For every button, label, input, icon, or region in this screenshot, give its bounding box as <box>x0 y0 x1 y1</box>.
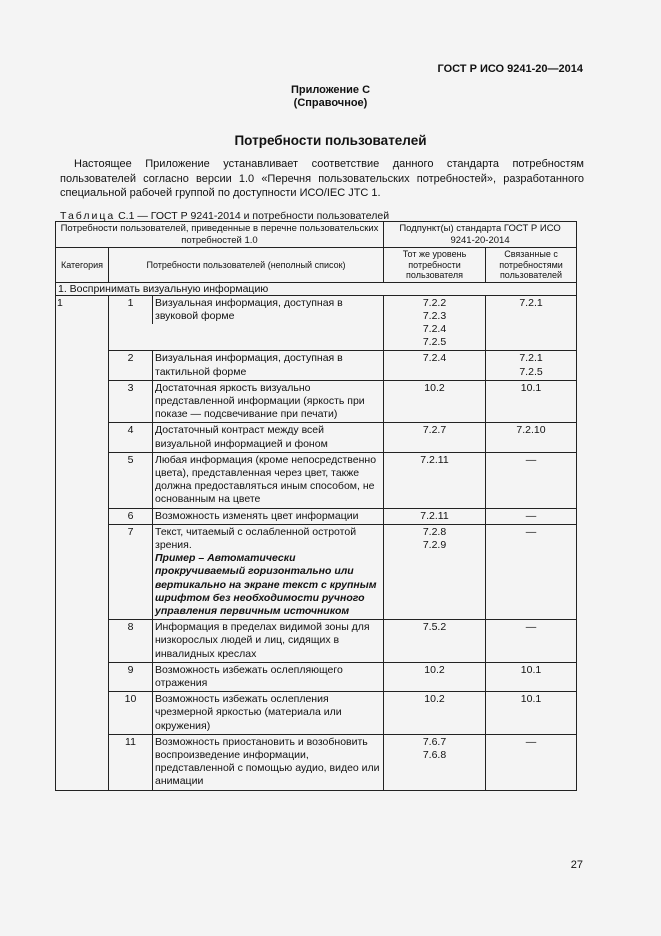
related-cell <box>486 295 577 351</box>
header-category: Категория <box>56 248 109 283</box>
related-cell <box>486 662 577 691</box>
need-cell <box>109 351 384 380</box>
same-level-cell <box>384 351 486 380</box>
same-level-cell <box>384 662 486 691</box>
table-row <box>56 620 577 663</box>
need-text: Текст, читаемый с ослабленной остротой зрения. <box>155 525 357 551</box>
need-number: 11 <box>109 735 153 790</box>
related-ref: — <box>525 621 537 634</box>
category-cell: 1 <box>56 295 109 790</box>
header-related: Связанные с потребностями пользователей <box>486 248 577 283</box>
related-cell <box>486 524 577 619</box>
need-cell <box>109 295 384 351</box>
same-level-cell <box>384 620 486 663</box>
table-header-row-1 <box>56 222 577 248</box>
table-header-row-2 <box>56 248 577 283</box>
related-ref: — <box>525 735 537 748</box>
clause-ref: 7.2.11 <box>420 509 449 522</box>
related-ref: 10.1 <box>520 693 542 706</box>
need-cell <box>109 734 384 790</box>
same-level-cell <box>384 380 486 423</box>
table-caption-prefix: Таблица <box>60 210 116 222</box>
table-row <box>56 524 577 619</box>
related-ref: 7.2.10 <box>516 424 546 437</box>
clause-ref: 10.2 <box>424 663 445 676</box>
need-text: Возможность приостановить и возобновить воспроизведение информации, представленной с помощью аудио, видео или анимации <box>155 735 380 788</box>
table-row <box>56 380 577 423</box>
related-ref: 7.2.1 <box>519 296 543 309</box>
clause-ref: 7.2.5 <box>422 336 447 349</box>
table-row <box>56 692 577 735</box>
same-level-cell <box>384 295 486 351</box>
clause-ref: 7.6.8 <box>422 749 447 761</box>
need-cell <box>109 692 384 735</box>
same-level-cell <box>384 508 486 524</box>
need-number: 2 <box>109 351 153 379</box>
clause-ref: 7.2.4 <box>422 352 447 365</box>
same-level-cell <box>384 423 486 452</box>
need-number: 6 <box>109 509 153 524</box>
related-ref: — <box>525 453 537 466</box>
related-cell <box>486 452 577 508</box>
same-level-cell <box>384 524 486 619</box>
table-row <box>56 452 577 508</box>
related-ref: — <box>525 525 537 538</box>
need-number: 5 <box>109 453 153 508</box>
need-cell <box>109 524 384 619</box>
need-cell <box>109 620 384 663</box>
needs-table <box>55 221 577 791</box>
related-ref: 10.1 <box>520 381 542 394</box>
need-text: Достаточная яркость визуально представленной информации (яркость при показе — подсвечивание при печати) <box>155 381 365 421</box>
need-text: Возможность изменять цвет информации <box>155 509 359 522</box>
need-cell <box>109 423 384 452</box>
need-text: Достаточный контраст между всей визуальной информацией и фоном <box>155 424 328 450</box>
related-ref: — <box>525 509 537 522</box>
related-cell <box>486 734 577 790</box>
need-example: Пример – Автоматически прокручиваемый горизонтально или вертикально на экране текст с крупным шрифтом без необходимости ручного управления первичным источником <box>155 552 377 617</box>
need-text: Информация в пределах видимой зоны для низкорослых людей и лиц, сидящих в инвалидных креслах <box>155 621 370 660</box>
header-needs-list: Потребности пользователей (неполный список) <box>109 248 384 283</box>
table-row <box>56 662 577 691</box>
header-same-level: Тот же уровень потребности пользователя <box>384 248 486 283</box>
table-row <box>56 295 577 351</box>
related-ref: 7.2.5 <box>519 365 543 378</box>
need-number: 10 <box>109 692 153 734</box>
standard-header: ГОСТ Р ИСО 9241-20—2014 <box>437 63 583 75</box>
need-number: 4 <box>109 423 153 451</box>
need-number: 7 <box>109 525 153 619</box>
clause-ref: 7.2.4 <box>422 322 447 335</box>
related-cell <box>486 351 577 380</box>
table-row <box>56 351 577 380</box>
clause-ref: 10.2 <box>424 693 445 706</box>
related-cell <box>486 423 577 452</box>
group-label: 1. Воспринимать визуальную информацию <box>56 282 577 295</box>
need-cell <box>109 380 384 423</box>
table-row <box>56 423 577 452</box>
clause-ref: 7.2.7 <box>422 424 447 437</box>
clause-ref: 10.2 <box>424 381 445 394</box>
need-text: Возможность избежать ослепляющего отражения <box>155 663 343 689</box>
related-cell <box>486 692 577 735</box>
need-cell <box>109 508 384 524</box>
related-cell <box>486 380 577 423</box>
clause-ref: 7.2.8 <box>422 525 447 538</box>
page-number: 27 <box>570 859 583 871</box>
table-row <box>56 734 577 790</box>
clause-ref: 7.2.2 <box>422 296 447 309</box>
table-caption-text: С.1 — ГОСТ Р 9241-2014 и потребности пользователей <box>115 210 390 222</box>
need-text: Визуальная информация, доступная в тактильной форме <box>155 352 343 378</box>
related-cell <box>486 620 577 663</box>
clause-ref: 7.2.9 <box>422 538 447 551</box>
need-cell <box>109 662 384 691</box>
need-text: Любая информация (кроме непосредственно цвета), представленная через цвет, также должна предоставляться иным способом, не основанным на цвете <box>155 453 377 506</box>
section-title: Потребности пользователей <box>234 133 427 148</box>
need-text: Визуальная информация, доступная в звуковой форме <box>155 296 343 322</box>
clause-ref: 7.2.3 <box>422 309 447 322</box>
related-ref: 7.2.1 <box>519 352 543 365</box>
header-user-needs: Потребности пользователей, приведенные в перечне пользовательских потребностей 1.0 <box>56 222 384 248</box>
appendix-title: Приложение С <box>290 84 371 96</box>
clause-ref: 7.2.11 <box>420 453 449 466</box>
appendix-subtitle: (Справочное) <box>293 97 368 109</box>
header-standard-clauses: Подпункт(ы) стандарта ГОСТ Р ИСО 9241-20-2014 <box>384 222 577 248</box>
related-cell <box>486 508 577 524</box>
table-row <box>56 508 577 524</box>
same-level-cell <box>384 692 486 735</box>
need-cell <box>109 452 384 508</box>
clause-ref: 7.6.7 <box>422 735 447 748</box>
need-text: Возможность избежать ослепления чрезмерной яркостью (материала или окружения) <box>155 693 342 732</box>
related-ref: 10.1 <box>520 663 542 676</box>
need-number: 1 <box>109 296 153 324</box>
same-level-cell <box>384 734 486 790</box>
group-row <box>56 282 577 295</box>
need-number: 3 <box>109 381 153 423</box>
intro-paragraph: Настоящее Приложение устанавливает соответствие данного стандарта потребностям пользователей согласно версии 1.0 «Перечня пользовательских потребностей», разработанного специальной рабочей группой по доступности ИСО/IEC JTC 1. <box>60 158 584 199</box>
need-number: 9 <box>109 663 153 691</box>
clause-ref: 7.5.2 <box>422 621 447 634</box>
need-number: 8 <box>109 620 153 662</box>
same-level-cell <box>384 452 486 508</box>
